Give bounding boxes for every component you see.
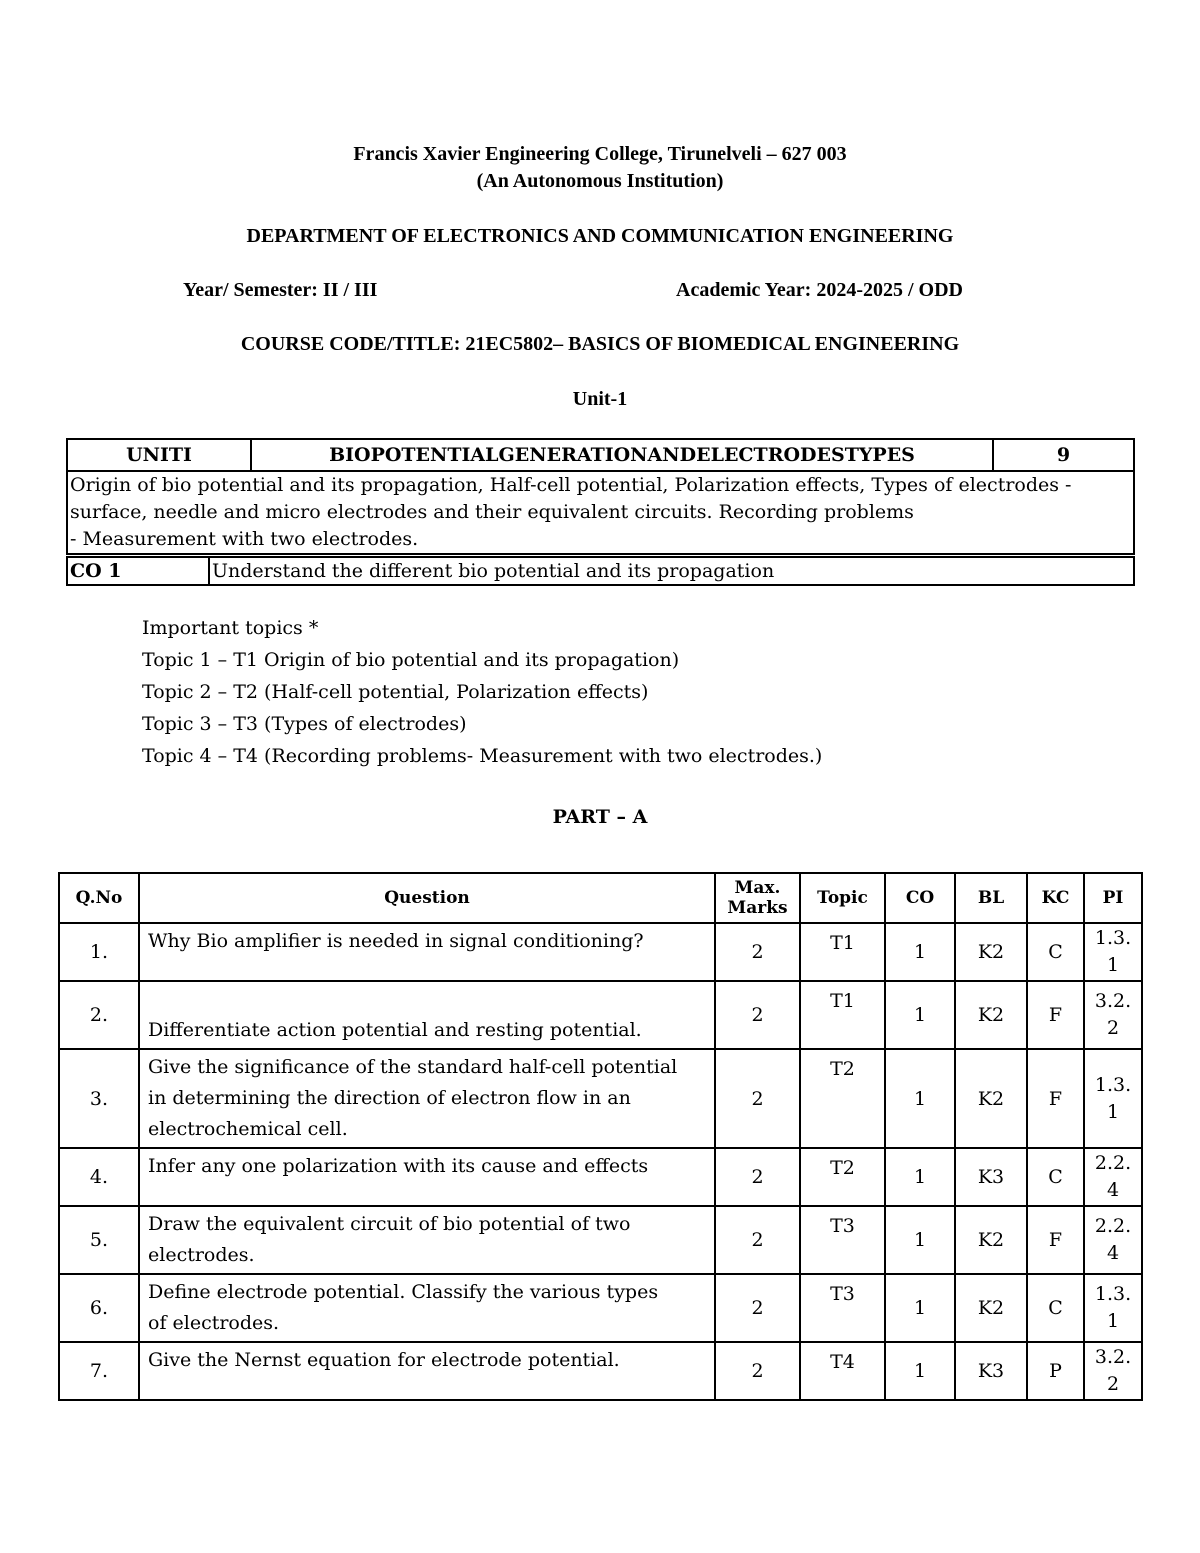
question-line: Give the significance of the standard half-cell potential bbox=[148, 1056, 678, 1078]
question-line: in determining the direction of electron flow in an bbox=[148, 1087, 631, 1109]
topic-item: Topic 1 – T1 Origin of bio potential and its propagation) bbox=[142, 649, 680, 671]
col-question: Question bbox=[139, 873, 715, 923]
topics-list bbox=[142, 612, 822, 772]
pi-part: 2 bbox=[1106, 1373, 1120, 1395]
question-number: 4. bbox=[59, 1148, 139, 1206]
question-line: Why Bio amplifier is needed in signal conditioning? bbox=[148, 930, 644, 952]
table-row bbox=[59, 1342, 1142, 1400]
table-header-row bbox=[59, 873, 1142, 923]
col-pi: PI bbox=[1084, 873, 1142, 923]
question-number: 1. bbox=[59, 923, 139, 981]
question-text bbox=[139, 981, 715, 1049]
academic-year: Academic Year: 2024-2025 / ODD bbox=[676, 279, 963, 301]
question-kc: F bbox=[1027, 1049, 1084, 1148]
course-title: COURSE CODE/TITLE: 21EC5802– BASICS OF BIOMEDICAL ENGINEERING bbox=[240, 333, 960, 355]
col-qno: Q.No bbox=[59, 873, 139, 923]
col-co: CO bbox=[885, 873, 955, 923]
unit-label: UNITI bbox=[67, 439, 251, 471]
col-kc: KC bbox=[1027, 873, 1084, 923]
question-pi bbox=[1084, 1206, 1142, 1274]
question-co: 1 bbox=[885, 1049, 955, 1148]
question-co: 1 bbox=[885, 981, 955, 1049]
questions-table bbox=[58, 872, 1143, 1401]
question-line: Differentiate action potential and resting potential. bbox=[148, 1019, 642, 1041]
question-line: Draw the equivalent circuit of bio potential of two bbox=[148, 1213, 631, 1235]
year-semester: Year/ Semester: II / III bbox=[183, 279, 378, 301]
question-topic: T2 bbox=[800, 1049, 885, 1148]
col-marks-label: Marks bbox=[727, 898, 788, 918]
pi-part: 2 bbox=[1106, 1017, 1120, 1039]
question-line: electrochemical cell. bbox=[148, 1118, 348, 1140]
question-co: 1 bbox=[885, 1206, 955, 1274]
table-row bbox=[59, 981, 1142, 1049]
question-number: 6. bbox=[59, 1274, 139, 1342]
question-text bbox=[139, 1274, 715, 1342]
unit-table bbox=[66, 438, 1135, 555]
question-co: 1 bbox=[885, 1148, 955, 1206]
department-title: DEPARTMENT OF ELECTRONICS AND COMMUNICATION ENGINEERING bbox=[246, 225, 954, 247]
question-line: Define electrode potential. Classify the various types bbox=[148, 1281, 659, 1303]
table-row bbox=[59, 1206, 1142, 1274]
question-bl: K2 bbox=[955, 1206, 1027, 1274]
question-line bbox=[148, 984, 706, 1015]
col-max-label: Max. bbox=[734, 878, 781, 898]
question-marks: 2 bbox=[715, 981, 800, 1049]
autonomous-note: (An Autonomous Institution) bbox=[476, 170, 724, 192]
question-kc: F bbox=[1027, 1206, 1084, 1274]
question-bl: K2 bbox=[955, 981, 1027, 1049]
unit-desc-line: - Measurement with two electrodes. bbox=[70, 528, 419, 550]
question-marks: 2 bbox=[715, 1274, 800, 1342]
question-topic: T3 bbox=[800, 1274, 885, 1342]
question-co: 1 bbox=[885, 923, 955, 981]
topics-heading: Important topics * bbox=[142, 617, 319, 639]
question-topic: T3 bbox=[800, 1206, 885, 1274]
unit-desc-line: surface, needle and micro electrodes and their equivalent circuits. Recording problems bbox=[70, 501, 914, 523]
pi-part: 2.2. bbox=[1094, 1152, 1132, 1174]
question-bl: K2 bbox=[955, 1274, 1027, 1342]
question-number: 5. bbox=[59, 1206, 139, 1274]
question-line: of electrodes. bbox=[148, 1312, 280, 1334]
unit-desc-line: Origin of bio potential and its propagation, Half-cell potential, Polarization effects, Types of electrodes - bbox=[70, 474, 1072, 496]
question-text bbox=[139, 1049, 715, 1148]
question-pi bbox=[1084, 1049, 1142, 1148]
question-bl: K2 bbox=[955, 1049, 1027, 1148]
table-row bbox=[59, 1049, 1142, 1148]
question-marks: 2 bbox=[715, 1049, 800, 1148]
question-bl: K3 bbox=[955, 1148, 1027, 1206]
pi-part: 1.3. bbox=[1094, 927, 1132, 949]
question-pi bbox=[1084, 981, 1142, 1049]
unit-title: BIOPOTENTIALGENERATIONANDELECTRODESTYPES bbox=[251, 439, 993, 471]
pi-part: 1.3. bbox=[1094, 1073, 1132, 1096]
co-text: Understand the different bio potential and its propagation bbox=[209, 557, 1134, 585]
question-co: 1 bbox=[885, 1274, 955, 1342]
question-text bbox=[139, 1342, 715, 1400]
question-text bbox=[139, 1206, 715, 1274]
topic-item: Topic 3 – T3 (Types of electrodes) bbox=[142, 713, 467, 735]
question-kc: F bbox=[1027, 981, 1084, 1049]
table-row bbox=[59, 923, 1142, 981]
question-number: 7. bbox=[59, 1342, 139, 1400]
question-pi bbox=[1084, 1342, 1142, 1400]
unit-hours: 9 bbox=[993, 439, 1134, 471]
question-topic: T4 bbox=[800, 1342, 885, 1400]
co-table bbox=[66, 556, 1135, 586]
col-topic: Topic bbox=[800, 873, 885, 923]
pi-part: 4 bbox=[1106, 1242, 1120, 1264]
col-bl: BL bbox=[955, 873, 1027, 923]
pi-part: 1.3. bbox=[1094, 1283, 1132, 1305]
question-bl: K2 bbox=[955, 923, 1027, 981]
question-text bbox=[139, 1148, 715, 1206]
question-topic: T1 bbox=[800, 923, 885, 981]
question-line: electrodes. bbox=[148, 1244, 255, 1266]
topic-item: Topic 4 – T4 (Recording problems- Measurement with two electrodes.) bbox=[142, 745, 823, 767]
question-co: 1 bbox=[885, 1342, 955, 1400]
question-bl: K3 bbox=[955, 1342, 1027, 1400]
question-line: Give the Nernst equation for electrode potential. bbox=[148, 1349, 620, 1371]
pi-part: 4 bbox=[1106, 1179, 1120, 1201]
pi-part: 3.2. bbox=[1094, 1346, 1132, 1368]
pi-part: 1 bbox=[1106, 954, 1120, 976]
question-pi bbox=[1084, 1274, 1142, 1342]
part-a-title: PART – A bbox=[552, 806, 648, 828]
table-row bbox=[59, 1274, 1142, 1342]
topic-item: Topic 2 – T2 (Half-cell potential, Polarization effects) bbox=[142, 681, 649, 703]
question-marks: 2 bbox=[715, 923, 800, 981]
unit-heading: Unit-1 bbox=[572, 388, 628, 410]
question-pi bbox=[1084, 923, 1142, 981]
pi-part: 1 bbox=[1106, 1310, 1120, 1332]
question-kc: C bbox=[1027, 1274, 1084, 1342]
question-kc: C bbox=[1027, 923, 1084, 981]
question-marks: 2 bbox=[715, 1148, 800, 1206]
question-text bbox=[139, 923, 715, 981]
col-max-marks bbox=[715, 873, 800, 923]
unit-description bbox=[67, 471, 1134, 554]
pi-part: 1 bbox=[1106, 1100, 1120, 1123]
co-label: CO 1 bbox=[67, 557, 209, 585]
pi-part: 3.2. bbox=[1094, 990, 1132, 1012]
table-row bbox=[59, 1148, 1142, 1206]
question-topic: T1 bbox=[800, 981, 885, 1049]
question-number: 2. bbox=[59, 981, 139, 1049]
question-number: 3. bbox=[59, 1049, 139, 1148]
question-kc: C bbox=[1027, 1148, 1084, 1206]
question-marks: 2 bbox=[715, 1206, 800, 1274]
college-name: Francis Xavier Engineering College, Tirunelveli – 627 003 bbox=[353, 143, 847, 165]
question-line: Infer any one polarization with its cause and effects bbox=[148, 1155, 649, 1177]
question-marks: 2 bbox=[715, 1342, 800, 1400]
question-kc: P bbox=[1027, 1342, 1084, 1400]
question-pi bbox=[1084, 1148, 1142, 1206]
question-topic: T2 bbox=[800, 1148, 885, 1206]
pi-part: 2.2. bbox=[1094, 1215, 1132, 1237]
